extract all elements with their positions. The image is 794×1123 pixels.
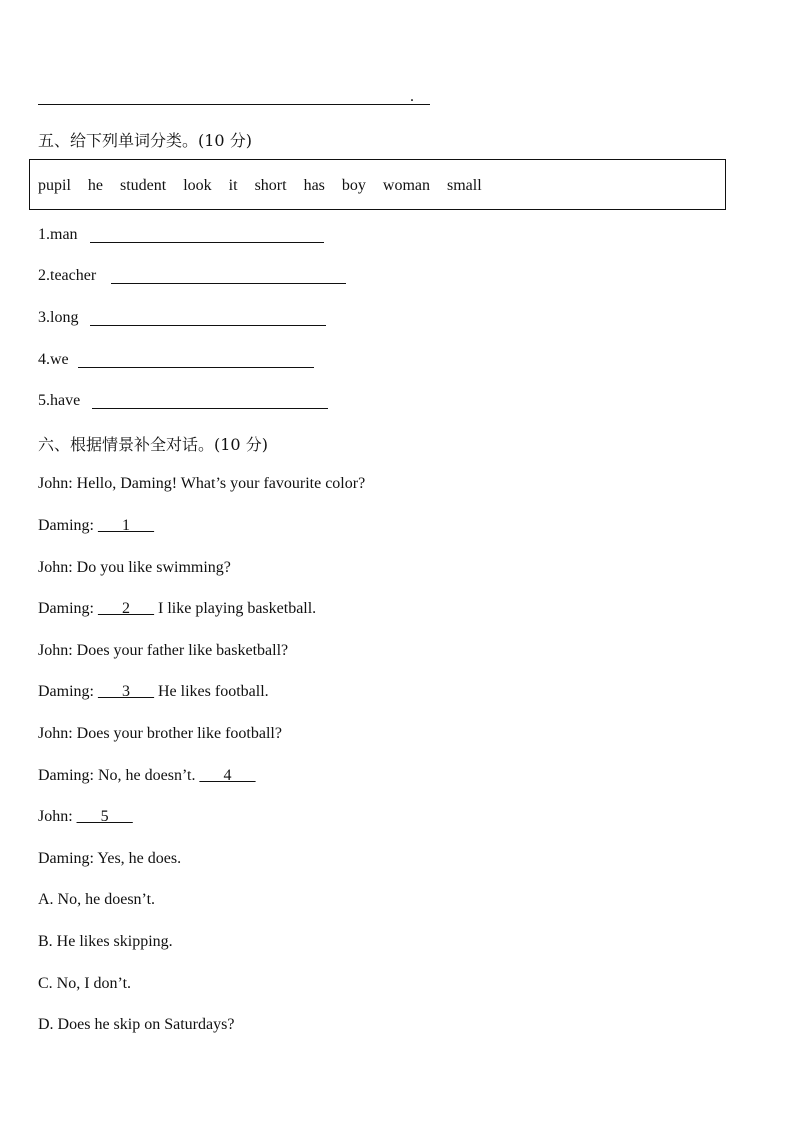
classify-answer-line[interactable] [78,367,314,368]
dialogue-line [38,767,255,785]
dialogue-speaker: Daming: [38,600,98,617]
word-bank-word: has [303,177,325,194]
dialogue-speaker: Daming: [38,517,98,534]
dialogue-line [38,808,133,826]
dialogue-text: John: Hello, Daming! What’s your favourite color? [38,475,366,492]
word-bank-word: it [228,177,238,194]
classify-item-label: 2.teacher [38,267,97,284]
dialogue-line [38,559,231,577]
dialogue-text: Daming: No, he doesn’t. [38,767,200,784]
word-bank-word: short [254,177,287,194]
word-bank-word: boy [341,177,366,194]
dialogue-text: Daming: Yes, he does. [38,850,182,867]
answer-option: B. He likes skipping. [38,933,173,950]
word-bank-word: small [447,177,482,194]
dialogue-text: John: Does your father like basketball? [38,642,289,659]
word-bank-word: look [183,177,212,194]
answer-line-period: . [410,88,414,105]
dialogue-text: John: Does your brother like football? [38,725,282,742]
classify-item-label: 3.long [38,309,79,326]
dialogue-line [38,517,154,535]
classify-item-label: 4.we [38,351,69,368]
section-5-title: 五、给下列单词分类。(10 分) [38,131,252,150]
word-bank-word: pupil [38,177,71,194]
section-6-title: 六、根据情景补全对话。(10 分) [38,435,268,454]
classify-answer-line[interactable] [111,283,346,284]
dialogue-line [38,600,316,618]
answer-option: D. Does he skip on Saturdays? [38,1016,235,1033]
dialogue-speaker: John: [38,808,77,825]
dialogue-text: I like playing basketball. [154,600,317,617]
dialogue-blank[interactable]: ___5___ [76,808,133,825]
dialogue-blank[interactable]: ___4___ [199,767,256,784]
dialogue-blank[interactable]: ___3___ [98,683,154,700]
dialogue-line [38,725,282,743]
word-bank-word: he [87,177,103,194]
word-bank-word: student [120,177,167,194]
word-bank-word: woman [382,177,430,194]
dialogue-line [38,683,269,701]
dialogue-blank[interactable]: ___2___ [98,600,154,617]
answer-line-top [38,104,430,105]
word-bank-box [29,159,726,210]
answer-option: A. No, he doesn’t. [38,891,156,908]
dialogue-line [38,850,181,868]
dialogue-line [38,475,365,493]
dialogue-blank[interactable]: ___1___ [98,517,154,534]
classify-answer-line[interactable] [90,242,324,243]
classify-item-label: 5.have [38,392,81,409]
word-bank [38,177,499,195]
dialogue-line [38,642,288,660]
classify-answer-line[interactable] [90,325,326,326]
dialogue-text: He likes football. [154,683,269,700]
dialogue-text: John: Do you like swimming? [38,559,231,576]
dialogue-speaker: Daming: [38,683,98,700]
classify-answer-line[interactable] [92,408,328,409]
classify-item-label: 1.man [38,226,78,243]
answer-option: C. No, I don’t. [38,975,132,992]
